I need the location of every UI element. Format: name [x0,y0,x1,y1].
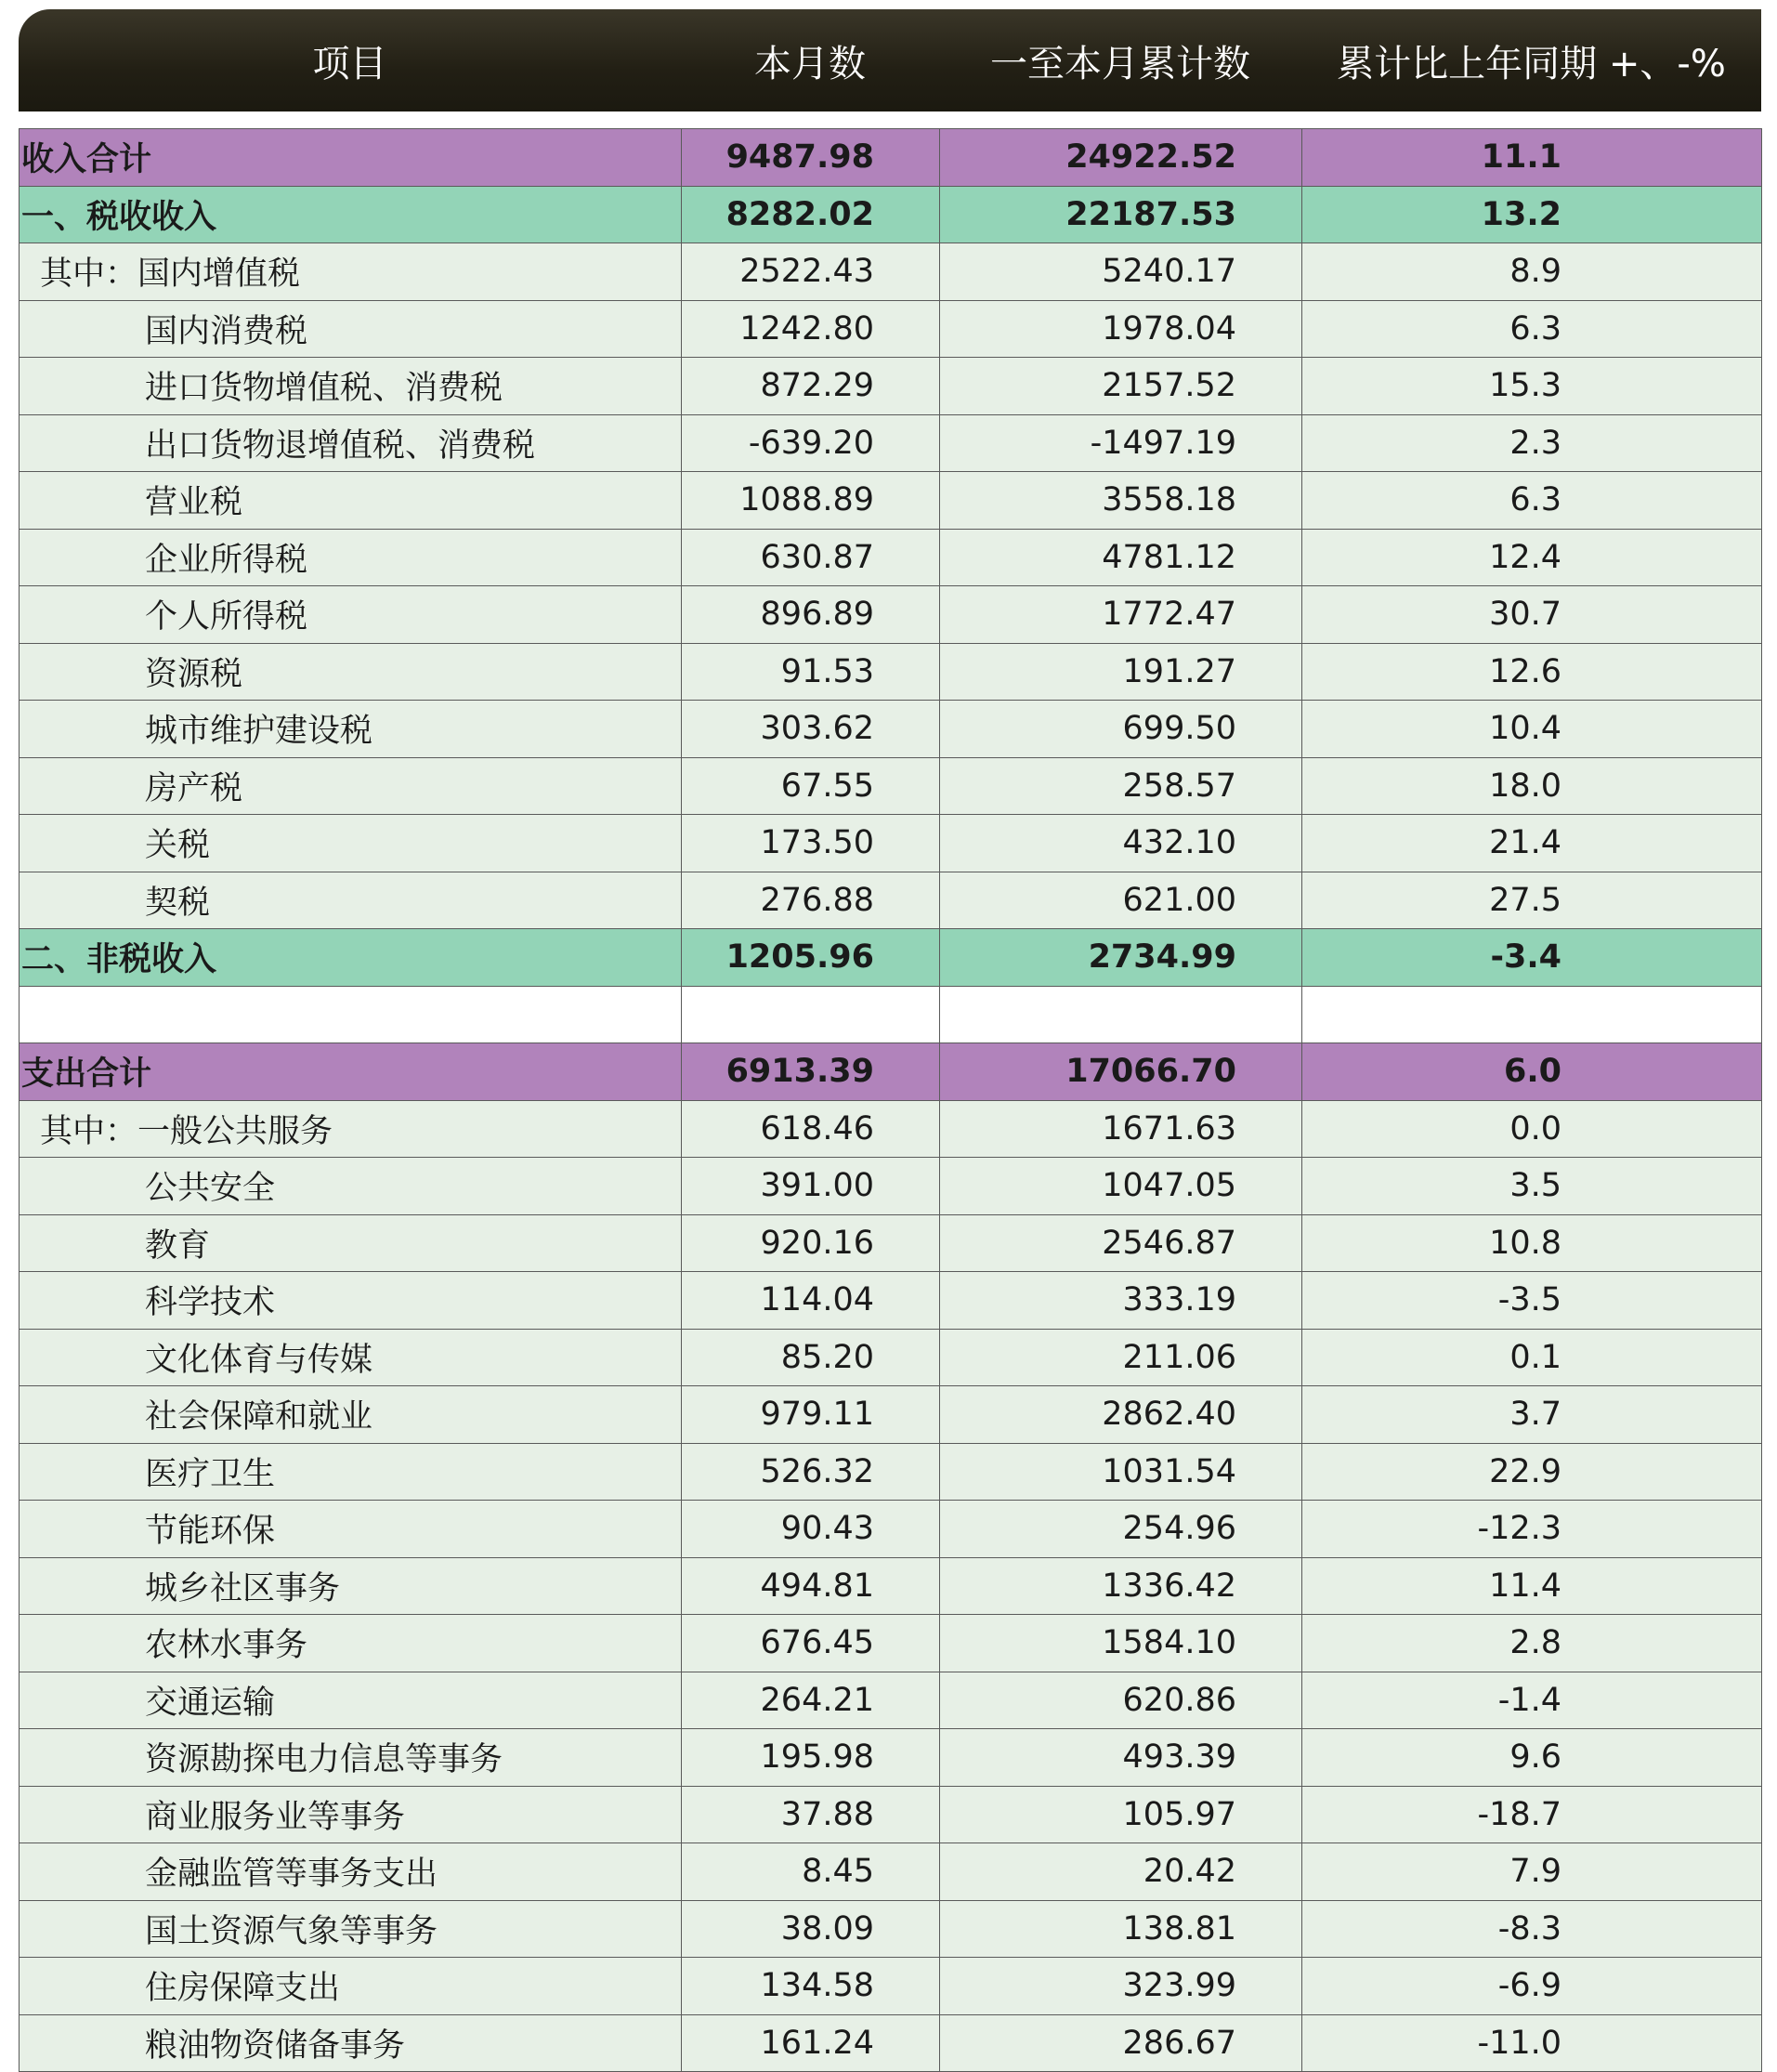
cell-yoy: 9.6 [1302,1729,1762,1787]
cell-yoy: 6.3 [1302,300,1762,358]
row-label: 出口货物退增值税、消费税 [20,414,682,472]
cell-month: 134.58 [682,1958,940,2015]
cell-month: 920.16 [682,1214,940,1272]
header-item: 项目 [312,42,387,85]
row-label: 支出合计 [20,1043,682,1101]
cell-month: 38.09 [682,1900,940,1958]
cell-yoy: 7.9 [1302,1843,1762,1901]
cell-yoy: 27.5 [1302,872,1762,929]
cell-month: 9487.98 [682,129,940,187]
table-row [20,1729,1762,1787]
row-label: 一、税收收入 [20,186,682,243]
table-row [20,1386,1762,1444]
table-row [20,757,1762,815]
blank-row [20,986,1762,1043]
cell-cumulative: 211.06 [940,1329,1302,1386]
table-row [20,872,1762,929]
table-row [20,1158,1762,1215]
table-row [20,300,1762,358]
table-row [20,1843,1762,1901]
table-row [20,243,1762,301]
cell-month: 896.89 [682,586,940,644]
cell-yoy: 22.9 [1302,1443,1762,1501]
cell-month: 67.55 [682,757,940,815]
cell-cumulative: 1584.10 [940,1615,1302,1672]
cell-yoy: 0.1 [1302,1329,1762,1386]
cell-yoy: 11.4 [1302,1557,1762,1615]
table-row [20,929,1762,987]
cell-yoy: -18.7 [1302,1786,1762,1843]
cell-month: 1205.96 [682,929,940,987]
row-label: 文化体育与传媒 [20,1329,682,1386]
cell-month: 979.11 [682,1386,940,1444]
row-label: 关税 [20,815,682,872]
cell-cumulative: 2546.87 [940,1214,1302,1272]
table-row [20,1443,1762,1501]
cell-yoy: -3.5 [1302,1272,1762,1330]
cell-yoy: 2.8 [1302,1615,1762,1672]
cell-month: 630.87 [682,529,940,586]
cell-yoy: 12.4 [1302,529,1762,586]
row-label: 节能环保 [20,1501,682,1558]
cell-month: 1242.80 [682,300,940,358]
cell-yoy: 10.4 [1302,701,1762,758]
table-row [20,1329,1762,1386]
table-row [20,643,1762,701]
row-label: 其中：国内增值税 [20,243,682,301]
cell-cumulative: 1031.54 [940,1443,1302,1501]
cell-month: 90.43 [682,1501,940,1558]
cell-cumulative: 432.10 [940,815,1302,872]
cell-month: 494.81 [682,1557,940,1615]
cell-cumulative: 105.97 [940,1786,1302,1843]
cell-yoy [1302,986,1762,1043]
table-row [20,2014,1762,2072]
cell-month: 173.50 [682,815,940,872]
cell-month: 676.45 [682,1615,940,1672]
cell-cumulative: 493.39 [940,1729,1302,1787]
cell-cumulative: 1047.05 [940,1158,1302,1215]
header-yoy: 累计比上年同期 +、-% [1337,42,1726,85]
cell-cumulative: 254.96 [940,1501,1302,1558]
cell-month [682,986,940,1043]
cell-yoy: 3.7 [1302,1386,1762,1444]
row-label: 金融监管等事务支出 [20,1843,682,1901]
cell-cumulative: 1671.63 [940,1100,1302,1158]
cell-cumulative: 3558.18 [940,472,1302,530]
table-row [20,129,1762,187]
table-row [20,472,1762,530]
cell-cumulative: 5240.17 [940,243,1302,301]
row-label: 粮油物资储备事务 [20,2014,682,2072]
cell-yoy: 10.8 [1302,1214,1762,1272]
row-label: 收入合计 [20,129,682,187]
table-row [20,1900,1762,1958]
cell-cumulative: 333.19 [940,1272,1302,1330]
table-row [20,1043,1762,1101]
row-label: 企业所得税 [20,529,682,586]
cell-yoy: 30.7 [1302,586,1762,644]
cell-cumulative [940,986,1302,1043]
cell-yoy: -6.9 [1302,1958,1762,2015]
row-label: 其中：一般公共服务 [20,1100,682,1158]
row-label: 资源税 [20,643,682,701]
row-label: 国土资源气象等事务 [20,1900,682,1958]
cell-yoy: 11.1 [1302,129,1762,187]
cell-month: 2522.43 [682,243,940,301]
row-label: 医疗卫生 [20,1443,682,1501]
row-label: 公共安全 [20,1158,682,1215]
cell-month: 872.29 [682,358,940,415]
row-label: 契税 [20,872,682,929]
cell-cumulative: 2157.52 [940,358,1302,415]
cell-yoy: -8.3 [1302,1900,1762,1958]
row-label: 个人所得税 [20,586,682,644]
cell-yoy: 6.0 [1302,1043,1762,1101]
cell-cumulative: 191.27 [940,643,1302,701]
cell-yoy: -1.4 [1302,1672,1762,1729]
row-label: 农林水事务 [20,1615,682,1672]
row-label: 进口货物增值税、消费税 [20,358,682,415]
table-row [20,186,1762,243]
cell-yoy: 6.3 [1302,472,1762,530]
row-label: 二、非税收入 [20,929,682,987]
row-label: 营业税 [20,472,682,530]
table-row [20,414,1762,472]
cell-month: 276.88 [682,872,940,929]
cell-month: 391.00 [682,1158,940,1215]
table-row [20,1557,1762,1615]
cell-yoy: 8.9 [1302,243,1762,301]
row-label: 教育 [20,1214,682,1272]
table-row [20,815,1762,872]
cell-month: 161.24 [682,2014,940,2072]
cell-month: 264.21 [682,1672,940,1729]
cell-month: 303.62 [682,701,940,758]
cell-cumulative: 1336.42 [940,1557,1302,1615]
row-label: 城乡社区事务 [20,1557,682,1615]
cell-yoy: 21.4 [1302,815,1762,872]
table-row [20,1615,1762,1672]
table-header [19,9,1761,111]
header-gap [19,111,1761,128]
cell-yoy: 12.6 [1302,643,1762,701]
fiscal-table-panel [19,9,1761,2072]
cell-yoy: 2.3 [1302,414,1762,472]
table-row [20,1100,1762,1158]
row-label [20,986,682,1043]
cell-month: 8282.02 [682,186,940,243]
row-label: 国内消费税 [20,300,682,358]
cell-cumulative: 17066.70 [940,1043,1302,1101]
cell-month: 91.53 [682,643,940,701]
cell-yoy: 15.3 [1302,358,1762,415]
table-row [20,586,1762,644]
table-row [20,1786,1762,1843]
cell-yoy: -11.0 [1302,2014,1762,2072]
cell-cumulative: 1978.04 [940,300,1302,358]
cell-cumulative: 699.50 [940,701,1302,758]
cell-yoy: 18.0 [1302,757,1762,815]
cell-yoy: 0.0 [1302,1100,1762,1158]
cell-cumulative: 620.86 [940,1672,1302,1729]
cell-yoy: -12.3 [1302,1501,1762,1558]
table-row [20,1958,1762,2015]
cell-cumulative: 1772.47 [940,586,1302,644]
cell-cumulative: 4781.12 [940,529,1302,586]
cell-cumulative: 2734.99 [940,929,1302,987]
cell-month: 8.45 [682,1843,940,1901]
cell-month: 37.88 [682,1786,940,1843]
cell-month: 114.04 [682,1272,940,1330]
cell-cumulative: 621.00 [940,872,1302,929]
cell-month: 85.20 [682,1329,940,1386]
cell-yoy: -3.4 [1302,929,1762,987]
cell-cumulative: 323.99 [940,1958,1302,2015]
cell-cumulative: -1497.19 [940,414,1302,472]
fiscal-table [19,128,1762,2072]
table-row [20,1672,1762,1729]
row-label: 房产税 [20,757,682,815]
row-label: 科学技术 [20,1272,682,1330]
cell-yoy: 3.5 [1302,1158,1762,1215]
header-cumulative: 一至本月累计数 [990,42,1250,85]
cell-cumulative: 286.67 [940,2014,1302,2072]
row-label: 城市维护建设税 [20,701,682,758]
table-row [20,1272,1762,1330]
cell-cumulative: 138.81 [940,1900,1302,1958]
cell-cumulative: 24922.52 [940,129,1302,187]
table-row [20,1214,1762,1272]
row-label: 社会保障和就业 [20,1386,682,1444]
cell-cumulative: 2862.40 [940,1386,1302,1444]
row-label: 商业服务业等事务 [20,1786,682,1843]
cell-month: 195.98 [682,1729,940,1787]
header-month: 本月数 [754,42,866,85]
cell-month: 6913.39 [682,1043,940,1101]
cell-yoy: 13.2 [1302,186,1762,243]
cell-cumulative: 20.42 [940,1843,1302,1901]
table-row [20,358,1762,415]
table-row [20,1501,1762,1558]
cell-month: 1088.89 [682,472,940,530]
table-row [20,701,1762,758]
cell-cumulative: 258.57 [940,757,1302,815]
cell-month: -639.20 [682,414,940,472]
table-body [20,129,1762,2072]
cell-month: 526.32 [682,1443,940,1501]
row-label: 交通运输 [20,1672,682,1729]
cell-month: 618.46 [682,1100,940,1158]
table-row [20,529,1762,586]
row-label: 住房保障支出 [20,1958,682,2015]
row-label: 资源勘探电力信息等事务 [20,1729,682,1787]
cell-cumulative: 22187.53 [940,186,1302,243]
